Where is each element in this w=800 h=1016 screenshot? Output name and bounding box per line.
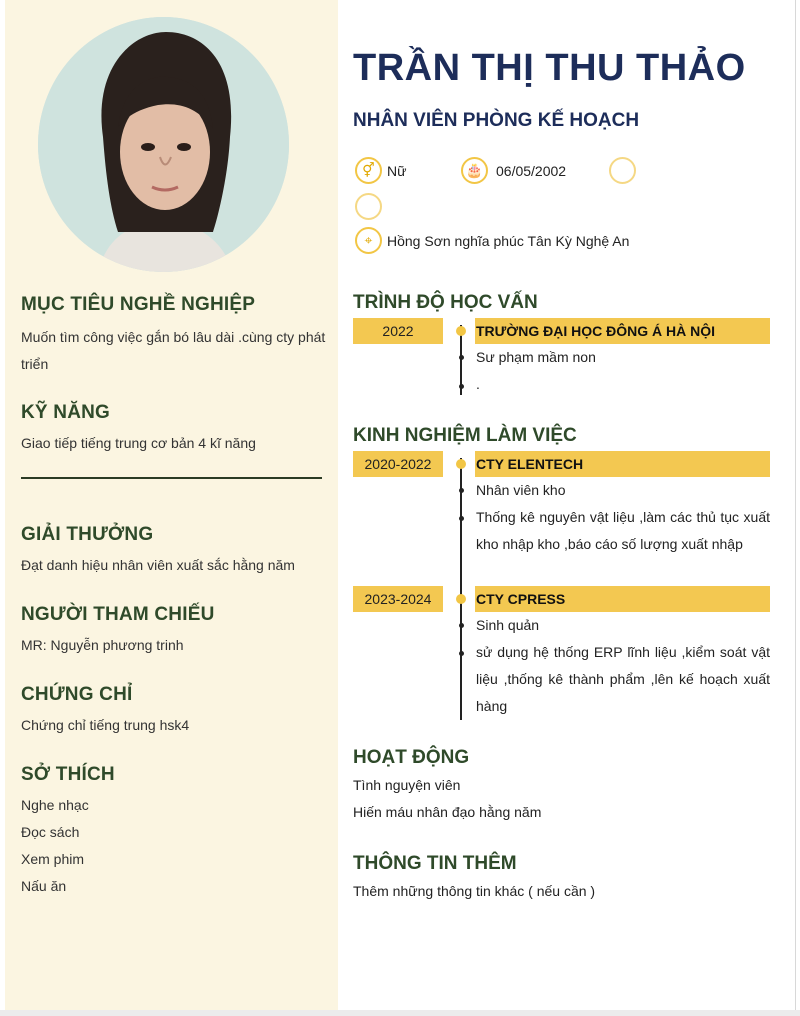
address-value: Hồng Sơn nghĩa phúc Tân Kỳ Nghệ An [387, 233, 630, 249]
job-title: NHÂN VIÊN PHÒNG KẾ HOẠCH [353, 110, 640, 131]
awards-text: Đạt danh hiệu nhân viên xuất sắc hằng năm [21, 557, 295, 573]
hobbies-heading: SỞ THÍCH [21, 764, 115, 785]
timeline-bullet [459, 623, 464, 628]
objective-heading: MỤC TIÊU NGHỀ NGHIỆP [21, 294, 256, 315]
birthday-value: 06/05/2002 [496, 163, 567, 179]
education-heading: TRÌNH ĐỘ HỌC VẤN [353, 292, 538, 313]
extra-info-heading: THÔNG TIN THÊM [353, 853, 517, 874]
timeline-bullet [459, 384, 464, 389]
job-detail: Thống kê nguyên vật liệu ,làm các thủ tục xuất kho nhập kho ,báo cáo số lượng xuất nhập [476, 509, 770, 552]
skills-text: Giao tiếp tiếng trung cơ bản 4 kĩ năng [21, 435, 256, 451]
section-divider [21, 477, 322, 479]
job-years: 2023-2024 [353, 586, 443, 612]
awards-heading: GIẢI THƯỞNG [21, 524, 154, 545]
timeline-bullet [459, 355, 464, 360]
company-name: CTY ELENTECH [475, 451, 770, 477]
activities-heading: HOẠT ĐỘNG [353, 747, 470, 768]
timeline-line [460, 458, 462, 720]
gender-value: Nữ [387, 163, 407, 179]
certificates-text: Chứng chỉ tiếng trung hsk4 [21, 717, 190, 733]
company-name: CTY CPRESS [475, 586, 770, 612]
gender-icon: ⚥ [355, 157, 382, 184]
hobby-item: Đọc sách [21, 824, 80, 840]
timeline-marker [456, 459, 466, 469]
school-name: TRƯỜNG ĐẠI HỌC ĐÔNG Á HÀ NỘI [475, 318, 770, 344]
skills-heading: KỸ NĂNG [21, 402, 111, 423]
avatar [38, 17, 289, 272]
objective-text: Muốn tìm công việc gắn bó lâu dài .cùng cty phát triển [21, 329, 326, 372]
timeline-bullet [459, 651, 464, 656]
activity-item: Hiến máu nhân đạo hằng năm [353, 804, 542, 820]
hobby-item: Nấu ăn [21, 878, 67, 894]
experience-heading: KINH NGHIỆM LÀM VIỆC [353, 425, 577, 446]
page-bottom-edge [0, 1010, 800, 1016]
references-text: MR: Nguyễn phương trinh [21, 637, 184, 653]
location-icon: ⌖ [355, 227, 382, 254]
portrait-photo [38, 17, 289, 272]
job-role: Sinh quản [476, 617, 540, 633]
page-edge [795, 0, 796, 1010]
timeline-marker [456, 326, 466, 336]
email-icon [355, 193, 382, 220]
education-year: 2022 [353, 318, 443, 344]
job-role: Nhân viên kho [476, 482, 566, 498]
hobby-item: Nghe nhạc [21, 797, 89, 813]
cake-icon: 🎂 [461, 157, 488, 184]
timeline-bullet [459, 488, 464, 493]
activity-item: Tình nguyện viên [353, 777, 461, 793]
job-detail: sử dụng hệ thống ERP lĩnh liệu ,kiểm soát vật liệu ,thống kê thành phẩm ,lên kế hoạch xuất hàng [476, 644, 770, 714]
candidate-name: TRẦN THỊ THU THẢO [353, 47, 746, 89]
references-heading: NGƯỜI THAM CHIẾU [21, 604, 215, 625]
phone-icon [609, 157, 636, 184]
timeline-marker [456, 594, 466, 604]
education-note: . [476, 376, 480, 392]
education-major: Sư phạm mầm non [476, 349, 596, 365]
certificates-heading: CHỨNG CHỈ [21, 684, 133, 705]
job-years: 2020-2022 [353, 451, 443, 477]
hobby-item: Xem phim [21, 851, 85, 867]
timeline-bullet [459, 516, 464, 521]
extra-info-text: Thêm những thông tin khác ( nếu cần ) [353, 883, 596, 899]
